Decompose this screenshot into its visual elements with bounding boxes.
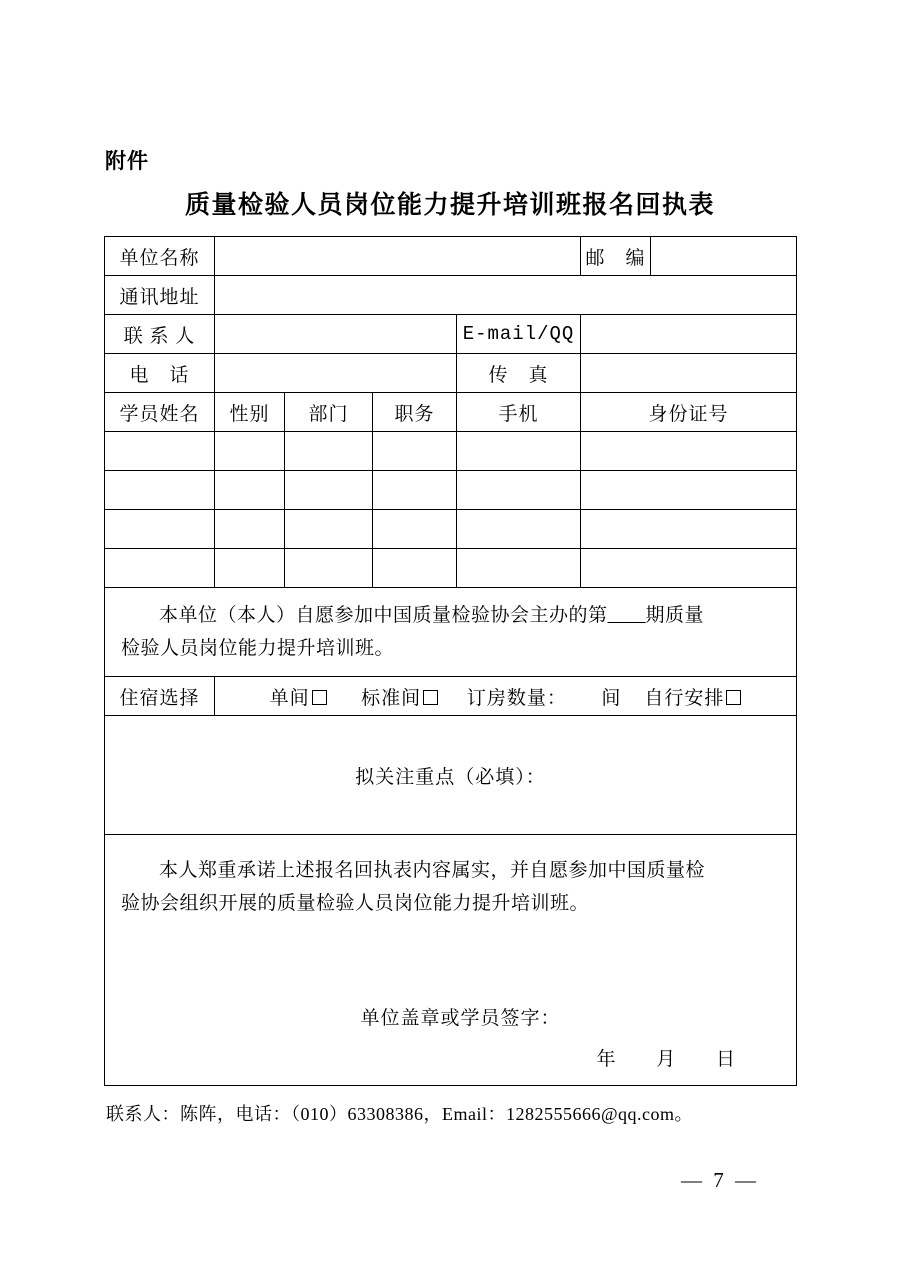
address-field[interactable] xyxy=(215,276,797,315)
date-line[interactable] xyxy=(107,1044,794,1071)
room-count-label: 订房数量： xyxy=(466,687,567,709)
fax-field[interactable] xyxy=(581,354,797,393)
cell-position[interactable] xyxy=(373,510,457,549)
table-row xyxy=(105,354,797,393)
promise-line2: 验协会组织开展的质量检验人员岗位能力提升培训班。 xyxy=(121,893,590,914)
postcode-field[interactable] xyxy=(651,237,797,276)
declaration-row xyxy=(105,588,797,677)
address-label: 通讯地址 xyxy=(105,276,215,315)
contact-field[interactable] xyxy=(215,315,457,354)
cell-mobile[interactable] xyxy=(457,510,581,549)
page-number: — 7 — xyxy=(681,1168,759,1192)
cell-gender[interactable] xyxy=(215,549,285,588)
cell-department[interactable] xyxy=(285,549,373,588)
standard-room-label: 标准间 xyxy=(361,687,422,709)
focus-cell[interactable] xyxy=(105,716,797,835)
promise-line1: 本人郑重承诺上述报名回执表内容属实，并自愿参加中国质量检 xyxy=(159,860,706,881)
declaration-line1-b: 期质量 xyxy=(645,605,705,626)
cell-name[interactable] xyxy=(105,549,215,588)
self-arrange-label: 自行安排 xyxy=(644,687,725,709)
table-row xyxy=(105,276,797,315)
single-room-label: 单间 xyxy=(269,687,310,709)
table-row xyxy=(105,510,797,549)
focus-row xyxy=(105,716,797,835)
column-header-idnumber: 身份证号 xyxy=(581,393,797,432)
single-room-checkbox[interactable] xyxy=(312,690,327,705)
cell-name[interactable] xyxy=(105,510,215,549)
cell-mobile[interactable] xyxy=(457,549,581,588)
attachment-label: 附件 xyxy=(105,149,149,173)
email-qq-field[interactable] xyxy=(581,315,797,354)
lodging-label: 住宿选择 xyxy=(105,677,215,716)
cell-department[interactable] xyxy=(285,471,373,510)
declaration-blank[interactable] xyxy=(608,605,646,626)
cell-mobile[interactable] xyxy=(457,471,581,510)
unit-name-label: 单位名称 xyxy=(105,237,215,276)
table-row xyxy=(105,237,797,276)
table-row xyxy=(105,471,797,510)
room-unit-label: 间 xyxy=(601,687,622,709)
column-header-position: 职务 xyxy=(373,393,457,432)
table-row xyxy=(105,549,797,588)
cell-department[interactable] xyxy=(285,510,373,549)
cell-name[interactable] xyxy=(105,432,215,471)
declaration-line1-a: 本单位（本人）自愿参加中国质量检验协会主办的第 xyxy=(159,605,608,626)
cell-idnumber[interactable] xyxy=(581,510,797,549)
cell-idnumber[interactable] xyxy=(581,549,797,588)
postcode-label: 邮 编 xyxy=(581,237,651,276)
lodging-options xyxy=(215,677,797,716)
cell-position[interactable] xyxy=(373,471,457,510)
column-header-name: 学员姓名 xyxy=(105,393,215,432)
column-header-mobile: 手机 xyxy=(457,393,581,432)
unit-name-field[interactable] xyxy=(215,237,581,276)
promise-cell xyxy=(105,835,797,1086)
page-title: 质量检验人员岗位能力提升培训班报名回执表 xyxy=(184,192,715,219)
focus-label: 拟关注重点（必填）： xyxy=(355,766,546,788)
contact-label: 联 系 人 xyxy=(105,315,215,354)
cell-mobile[interactable] xyxy=(457,432,581,471)
date-month-label: 月 xyxy=(656,1049,677,1070)
date-year-label: 年 xyxy=(596,1049,617,1070)
lodging-row xyxy=(105,677,797,716)
table-row xyxy=(105,432,797,471)
trainee-header-row xyxy=(105,393,797,432)
phone-label: 电 话 xyxy=(105,354,215,393)
promise-text xyxy=(107,849,794,925)
declaration-cell xyxy=(105,588,797,677)
column-header-gender: 性别 xyxy=(215,393,285,432)
email-qq-label: E-mail/QQ xyxy=(457,315,581,354)
self-arrange-checkbox[interactable] xyxy=(726,690,741,705)
cell-idnumber[interactable] xyxy=(581,471,797,510)
promise-row xyxy=(105,835,797,1086)
signature-label[interactable]: 单位盖章或学员签字： xyxy=(360,1008,561,1029)
fax-label: 传 真 xyxy=(457,354,581,393)
cell-position[interactable] xyxy=(373,549,457,588)
date-day-label: 日 xyxy=(715,1049,736,1070)
cell-gender[interactable] xyxy=(215,510,285,549)
cell-position[interactable] xyxy=(373,432,457,471)
cell-gender[interactable] xyxy=(215,432,285,471)
declaration-text xyxy=(107,594,794,670)
footer-contact: 联系人：陈阵，电话：（010）63308386，Email：1282555666@qq.com。 xyxy=(106,1104,694,1124)
phone-field[interactable] xyxy=(215,354,457,393)
cell-idnumber[interactable] xyxy=(581,432,797,471)
column-header-department: 部门 xyxy=(285,393,373,432)
registration-form-table xyxy=(104,236,797,1086)
table-row xyxy=(105,315,797,354)
standard-room-checkbox[interactable] xyxy=(423,690,438,705)
declaration-line2: 检验人员岗位能力提升培训班。 xyxy=(121,638,395,659)
cell-department[interactable] xyxy=(285,432,373,471)
cell-gender[interactable] xyxy=(215,471,285,510)
cell-name[interactable] xyxy=(105,471,215,510)
